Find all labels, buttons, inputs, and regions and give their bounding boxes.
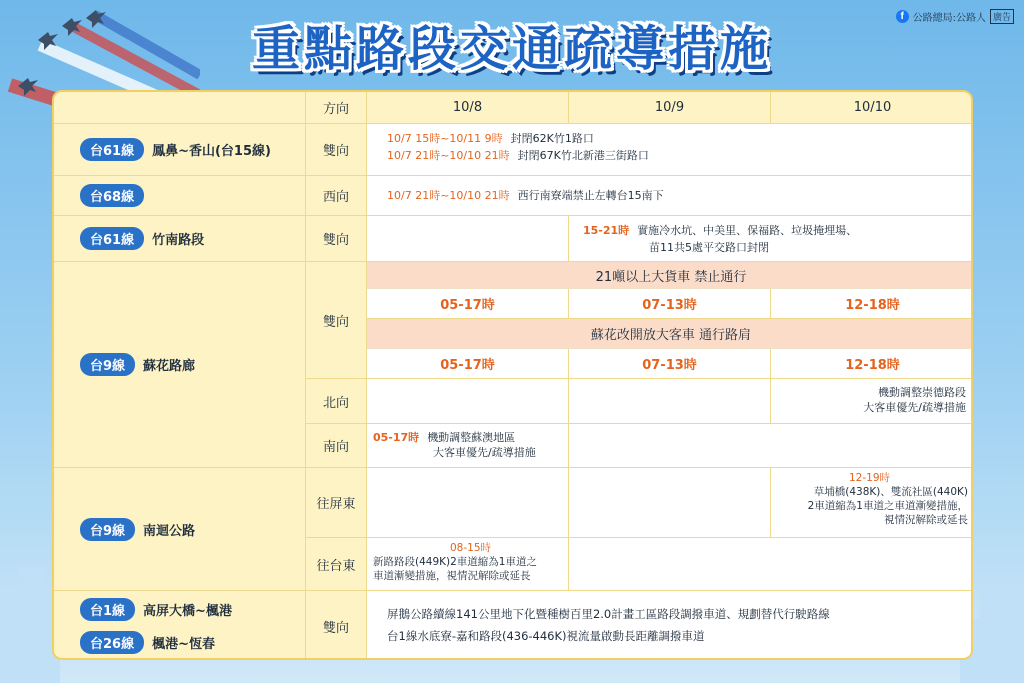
direction-cell: 雙向	[306, 216, 367, 262]
time-cell: 05-17時	[367, 349, 569, 379]
time-range: 05-17時	[373, 431, 420, 444]
time-range: 15-21時	[583, 224, 630, 237]
direction-cell: 雙向	[306, 262, 367, 379]
row-route-r1	[54, 124, 306, 176]
measure-text: 屏鵝公路續線141公里地下化暨種樹百里2.0計畫工區路段調撥車道、規劃替代行駛路線	[387, 607, 830, 621]
direction-cell: 南向	[306, 424, 367, 468]
route-badge: 台9線	[80, 353, 135, 376]
measure-text: 新路路段(449K)2車道縮為1車道之	[373, 556, 537, 568]
measure-text: 車道漸變措施，視情況解除或延長	[373, 570, 531, 582]
row-route-r3	[54, 216, 306, 262]
route-badge: 台9線	[80, 518, 135, 541]
restriction-band: 21噸以上大貨車 禁止通行	[367, 262, 973, 289]
measure-text: 西行南寮端禁止左轉台15南下	[517, 189, 664, 202]
empty-cell	[569, 468, 771, 538]
empty-cell	[367, 468, 569, 538]
route-name: 楓港~恆春	[152, 637, 215, 652]
facebook-icon: f	[896, 10, 909, 23]
measure-text: 視情況解除或延長	[884, 514, 968, 526]
row-route-r5	[54, 468, 306, 591]
direction-cell: 西向	[306, 176, 367, 216]
time-range: 12-19時	[848, 472, 890, 484]
measure-text: 草埔橋(438K)、雙流社區(440K)	[813, 486, 968, 498]
traffic-table	[52, 90, 973, 660]
measure-text: 機動調整崇德路段	[878, 386, 966, 399]
direction-cell: 雙向	[306, 124, 367, 176]
header-direction: 方向	[306, 92, 367, 124]
time-range: 10/7 21時~10/10 21時	[387, 189, 510, 202]
time-cell: 12-18時	[771, 349, 973, 379]
measure-cell	[367, 176, 973, 216]
empty-cell	[367, 379, 569, 424]
measure-cell	[367, 124, 973, 176]
credit-text: 公路總局:公路人	[912, 13, 986, 24]
route-badge: 台1線	[80, 598, 135, 621]
time-cell: 12-18時	[771, 289, 973, 319]
row-route-r2	[54, 176, 306, 216]
measure-cell	[771, 379, 973, 424]
route-name: 高屏大橋~楓港	[143, 604, 232, 619]
measure-text: 大客車優先/疏導措施	[433, 446, 536, 459]
page-title: 重點路段交通疏導措施	[251, 21, 772, 77]
route-badge: 台61線	[80, 227, 144, 250]
route-name: 蘇花路廊	[143, 359, 196, 374]
time-range: 08-15時	[449, 542, 491, 554]
route-name: 鳳鼻~香山(台15線)	[152, 144, 271, 159]
time-cell: 05-17時	[367, 289, 569, 319]
measure-cell	[367, 424, 569, 468]
row-route-r4	[54, 262, 306, 468]
route-badge: 台26線	[80, 631, 144, 654]
empty-cell	[569, 379, 771, 424]
time-range: 10/7 21時~10/10 21時	[387, 149, 510, 162]
measure-text: 實施冷水坑、中美里、保福路、垃圾掩埋場、	[637, 224, 858, 237]
empty-cell	[367, 216, 569, 262]
measure-cell	[771, 468, 973, 538]
header-date-2: 10/9	[569, 92, 771, 124]
measure-text: 封閉67K竹北新港三街路口	[517, 149, 649, 162]
header-date-1: 10/8	[367, 92, 569, 124]
time-range: 10/7 15時~10/11 9時	[387, 132, 503, 145]
direction-cell: 雙向	[306, 591, 367, 660]
route-badge: 台61線	[80, 138, 144, 161]
restriction-band: 蘇花改開放大客車 通行路肩	[367, 319, 973, 349]
header-route-cell	[54, 92, 306, 124]
measure-text: 封閉62K竹1路口	[510, 132, 594, 145]
measure-cell	[367, 591, 973, 660]
measure-text: 台1線水底寮-嘉和路段(436-446K)視流量啟動長距離調撥車道	[387, 629, 705, 643]
route-name: 竹南路段	[152, 233, 205, 248]
measure-cell	[569, 216, 973, 262]
measure-cell	[367, 538, 569, 591]
direction-cell: 北向	[306, 379, 367, 424]
ad-tag: 廣告	[990, 9, 1014, 24]
empty-cell	[569, 424, 973, 468]
measure-text: 機動調整蘇澳地區	[427, 431, 516, 444]
measure-text: 2車道縮為1車道之車道漸變措施，	[807, 500, 968, 512]
route-name: 南迴公路	[143, 523, 196, 539]
row-route-r6	[54, 591, 306, 660]
route-badge: 台68線	[80, 184, 144, 207]
header-date-3: 10/10	[771, 92, 973, 124]
direction-cell: 往台東	[306, 538, 367, 591]
time-cell: 07-13時	[569, 349, 771, 379]
measure-text: 苗11共5處平交路口封閉	[649, 241, 769, 254]
time-cell: 07-13時	[569, 289, 771, 319]
measure-text: 大客車優先/疏導措施	[863, 401, 966, 414]
empty-cell	[569, 538, 973, 591]
direction-cell: 往屏東	[306, 468, 367, 538]
